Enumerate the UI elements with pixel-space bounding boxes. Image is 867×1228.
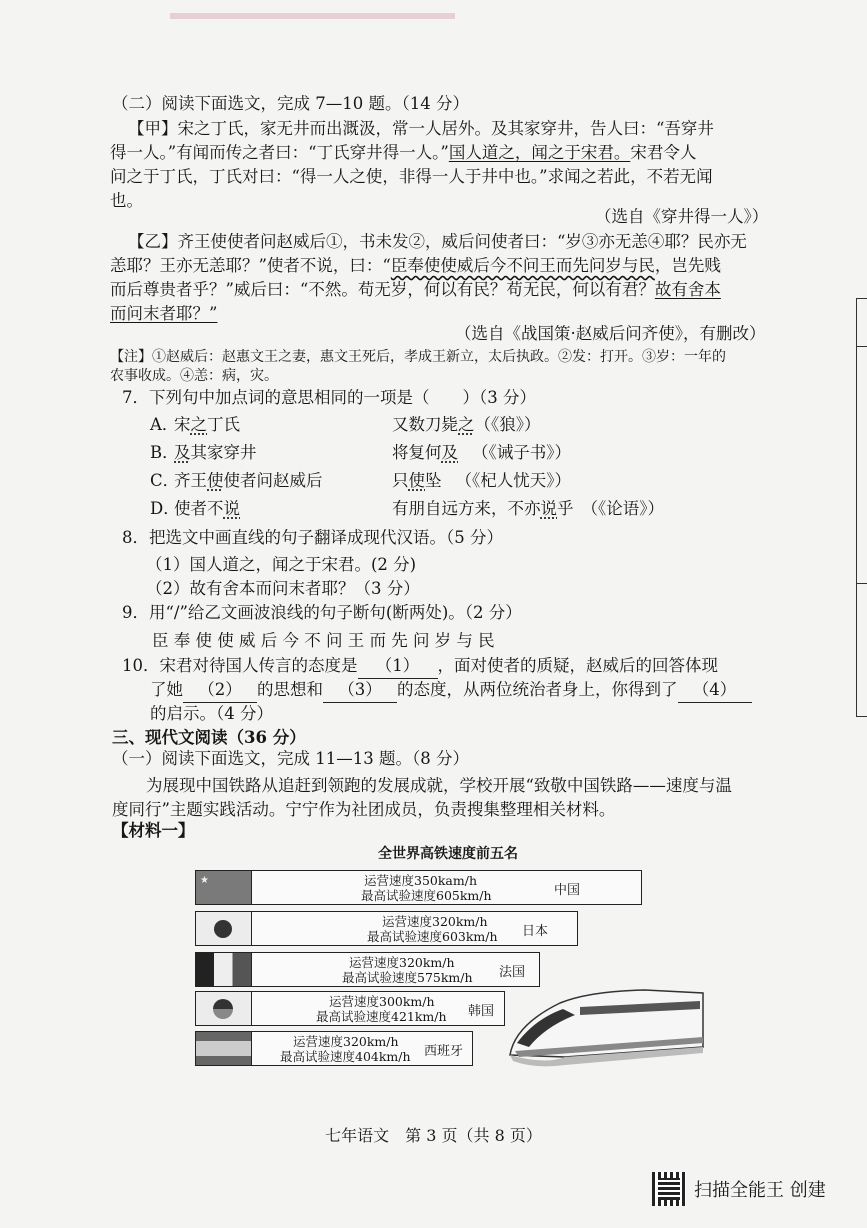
q7-option-c: C．齐王使使者问赵威后 (150, 471, 323, 490)
q7-option-d: D．使者不说 (150, 499, 240, 518)
qr-code-icon (652, 1172, 686, 1206)
q7-option-b: B．及其家穿井 (150, 443, 257, 462)
watermark-text: 扫描全能王 创建 (694, 1180, 826, 1201)
chart-bar-france (195, 952, 540, 987)
material-1-label: 【材料一】 (112, 821, 195, 840)
q10-blank-2[interactable]: （2） (183, 678, 257, 703)
q7-option-d-right: 有朋自远方来，不亦说乎 （《论语》） (392, 499, 664, 518)
yi-source: （选自《战国策·赵威后问齐使》，有删改） (455, 324, 766, 343)
jia-line2: 得一人。”有闻而传之者曰：“丁氏穿井得一人。”国人道之，闻之于宋君。宋君令人 (110, 143, 697, 162)
yi-underlined-part2: 而问末者耶？” (110, 304, 218, 323)
flag-spain-icon (196, 1032, 252, 1065)
top-stain (170, 13, 455, 19)
flag-france-icon (196, 953, 252, 986)
yi-line3: 而后尊贵者乎？”威后曰：“不然。苟无岁，何以有民？苟无民，何以有君？故有舍本 (110, 280, 721, 299)
chart-test-speed: 最高试验速度421km/h (316, 1009, 447, 1024)
chart-test-speed: 最高试验速度575km/h (342, 970, 473, 985)
section3-para-line1: 为展现中国铁路从追赶到领跑的发展成就，学校开展“致敬中国铁路——速度与温 (146, 776, 732, 795)
chart-test-speed: 最高试验速度605km/h (361, 888, 492, 903)
chart-op-speed: 运营速度320km/h (382, 914, 488, 929)
q7-option-a: A．宋之丁氏 (150, 415, 240, 434)
edge-line (856, 298, 857, 716)
q10-blank-3[interactable]: （3） (323, 678, 397, 703)
edge-tick (856, 346, 867, 347)
edge-tick (856, 298, 867, 299)
section3-para-line2: 度同行”主题实践活动。宁宁作为社团成员，负责搜集整理相关材料。 (112, 800, 616, 819)
q10-line2: 了她 （2） 的思想和 （3） 的态度，从两位统治者身上，你得到了 （4） (150, 678, 752, 703)
q8-item2: （2）故有舍本而问末者耶？（3 分） (146, 579, 420, 598)
chart-bar-china (195, 870, 642, 905)
note-line2: 农事收成。④恙：病，灾。 (110, 368, 278, 384)
yi-underlined-part1: 故有舍本 (654, 280, 721, 299)
flag-china-icon: ★ (196, 871, 252, 904)
q10-blank-1[interactable]: （1） (358, 654, 438, 679)
q8-item1: （1）国人道之，闻之于宋君。(2 分) (146, 555, 417, 574)
chart-country: 西班牙 (424, 1044, 464, 1059)
q9-stem: 9．用“/”给乙文画波浪线的句子断句(断两处)。（2 分） (122, 603, 522, 622)
high-speed-train-icon (505, 985, 705, 1070)
camscanner-watermark (652, 1172, 826, 1206)
chart-country: 中国 (554, 883, 581, 898)
q10-blank-4[interactable]: （4） (678, 678, 752, 703)
q9-sentence: 臣 奉 使 使 威 后 今 不 问 王 而 先 问 岁 与 民 (152, 631, 495, 650)
yi-line1: 【乙】齐王使使者问赵威后①，书未发②，威后问使者曰：“岁③亦无恙④耶？民亦无 (128, 232, 747, 251)
chart-op-speed: 运营速度350kam/h (364, 873, 478, 888)
section2-heading: （二）阅读下面选文，完成 7—10 题。（14 分） (112, 94, 469, 113)
chart-bar-spain (195, 1031, 473, 1066)
chart-bar-japan (195, 911, 578, 946)
jia-underlined-sentence: 国人道之，闻之于宋君。 (448, 143, 631, 162)
chart-country: 日本 (522, 924, 549, 939)
chart-country: 韩国 (468, 1004, 495, 1019)
yi-line4 (110, 302, 217, 326)
jia-line1: 【甲】宋之丁氏，家无井而出溉汲，常一人居外。及其家穿井，告人曰：“吾穿井 (128, 119, 714, 138)
jia-line3: 问之于丁氏，丁氏对曰：“得一人之使，非得一人于井中也。”求闻之若此，不若无闻 (110, 167, 713, 186)
q7-option-c-right: 只使坠 （《杞人忧天》） (392, 471, 571, 490)
q7-option-a-right: 又数刀毙之（《狼》） (392, 415, 541, 434)
yi-wavy-sentence: 臣奉使使威后今不问王而先问岁与民 (390, 256, 655, 275)
chart-test-speed: 最高试验速度603km/h (367, 929, 498, 944)
q7-option-b-right: 将复何及 （《诫子书》） (392, 443, 571, 462)
section3-heading: 三、现代文阅读（36 分） (112, 728, 306, 747)
jia-line4: 也。 (110, 191, 143, 210)
q10-line3: 的启示。（4 分） (150, 704, 273, 723)
chart-test-speed: 最高试验速度404km/h (280, 1049, 411, 1064)
chart-op-speed: 运营速度320km/h (293, 1034, 399, 1049)
edge-tick (856, 583, 867, 584)
chart-op-speed: 运营速度320km/h (349, 955, 455, 970)
flag-korea-icon (196, 992, 252, 1025)
chart-title: 全世界高铁速度前五名 (378, 846, 518, 862)
q8-stem: 8．把选文中画直线的句子翻译成现代汉语。（5 分） (122, 528, 503, 547)
chart-country: 法国 (499, 965, 526, 980)
q10-line1: 10．宋君对待国人传言的态度是 （1） ，面对使者的质疑，赵威后的回答体现 (122, 654, 718, 679)
note-line1: 【注】①赵威后：赵惠文王之妻，惠文王死后，孝成王新立，太后执政。②发：打开。③岁：一年的 (110, 349, 726, 365)
section3-sub: （一）阅读下面选文，完成 11—13 题。（8 分） (112, 749, 469, 768)
jia-source: （选自《穿井得一人》） (595, 207, 769, 226)
page-footer: 七年语文 第 3 页（共 8 页） (325, 1126, 542, 1145)
flag-japan-icon (196, 912, 252, 945)
edge-tick (856, 716, 867, 717)
chart-op-speed: 运营速度300km/h (329, 994, 435, 1009)
chart-bar-korea (195, 991, 505, 1026)
q7-stem: 7．下列句中加点词的意思相同的一项是（ ）（3 分） (122, 388, 536, 407)
yi-line2: 恙耶？王亦无恙耶？”使者不说，曰：“臣奉使使威后今不问王而先问岁与民，岂先贱 (110, 256, 721, 275)
